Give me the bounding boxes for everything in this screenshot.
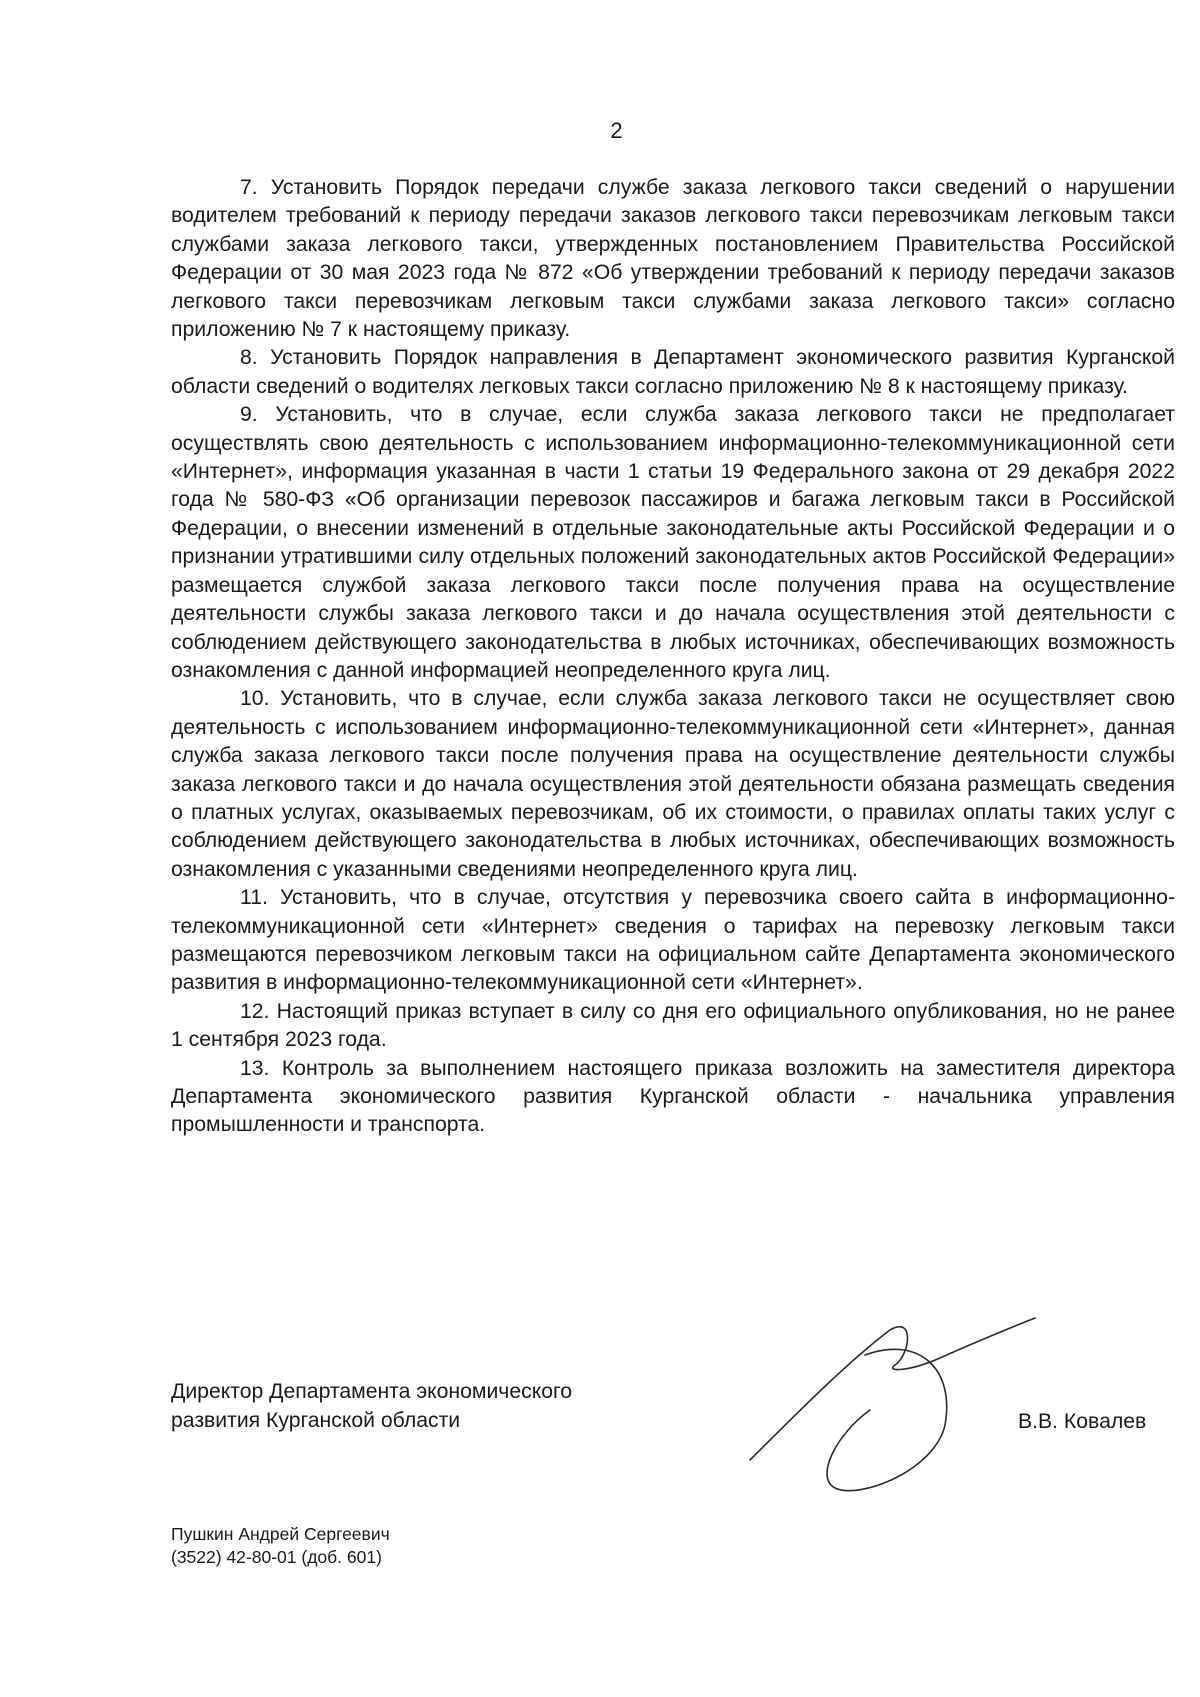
page-number: 2 [610, 118, 623, 143]
paragraph-11: 11. Установить, что в случае, отсутствия у перевозчика своего сайта в информационно-телекоммуникационной сети «Интернет» сведения о тарифах на перевозку легковым такси размещаются перевозчиком легковым такси на официальном сайте Департамента экономического развития в информационно-телекоммуникационной сети «Интернет». [171, 886, 1175, 995]
signer-position-line-1: Директор Департамента экономического [171, 1380, 573, 1403]
paragraph-9: 9. Установить, что в случае, если служба заказа легкового такси не предполагает осуществлять свою деятельность с использованием информационно-телекоммуникационной сети «Интернет», информация указанная в части 1 статьи 19 Федерального закона от 29 декабря 2022 года № 580-ФЗ «Об организации перевозок пассажиров и багажа легковым такси в Российской Федерации, о внесении изменений в отдельные законодательные акты Российской Федерации и о признании утратившими силу отдельных положений законодательных актов Российской Федерации» размещается службой заказа легкового такси после получения права на осуществление деятельности службы заказа легкового такси и до начала осуществления этой деятельности с соблюдением действующего законодательства в любых источниках, обеспечивающих возможность ознакомления с данной информацией неопределенного круга лиц. [171, 403, 1175, 682]
signer-position-line-2: развития Курганской области [171, 1408, 461, 1432]
contact-info [171, 1523, 390, 1569]
paragraph-7: 7. Установить Порядок передачи службе заказа легкового такси сведений о нарушении водителем требований к периоду передачи заказов легкового такси перевозчикам легковым такси службами заказа легкового такси, утвержденных постановлением Правительства Российской Федерации от 30 мая 2023 года № 872 «Об утверждении требований к периоду передачи заказов легкового такси перевозчикам легковым такси службами заказа легкового такси» согласно приложению № 7 к настоящему приказу. [171, 176, 1175, 342]
contact-phone: (3522) 42-80-01 (доб. 601) [171, 1547, 382, 1567]
signer-name: В.В. Ковалев [1018, 1410, 1147, 1433]
signer-position [171, 1378, 572, 1435]
order-body [171, 174, 1175, 1140]
handwritten-signature [740, 1310, 1040, 1510]
paragraph-12: 12. Настоящий приказ вступает в силу со дня его официального опубликования, но не ранее 1 сентября 2023 года. [171, 999, 1175, 1052]
contact-name: Пушкин Андрей Сергеевич [171, 1524, 390, 1544]
paragraph-10: 10. Установить, что в случае, если служба заказа легкового такси не осуществляет свою деятельность с использованием информационно-телекоммуникационной сети «Интернет», данная служба заказа легкового такси после получения права на осуществление деятельности службы заказа легкового такси и до начала осуществления этой деятельности обязана размещать сведения о платных услугах, оказываемых перевозчикам, об их стоимости, о правилах оплаты таких услуг с соблюдением действующего законодательства в любых источниках, обеспечивающих возможность ознакомления с указанными сведениями неопределенного круга лиц. [171, 687, 1175, 881]
paragraph-13: 13. Контроль за выполнением настоящего приказа возложить на заместителя директора Департамента экономического развития Курганской области - начальника управления промышленности и транспорта. [171, 1056, 1175, 1137]
paragraph-8: 8. Установить Порядок направления в Департамент экономического развития Курганской области сведений о водителях легковых такси согласно приложению № 8 к настоящему приказу. [171, 346, 1175, 398]
